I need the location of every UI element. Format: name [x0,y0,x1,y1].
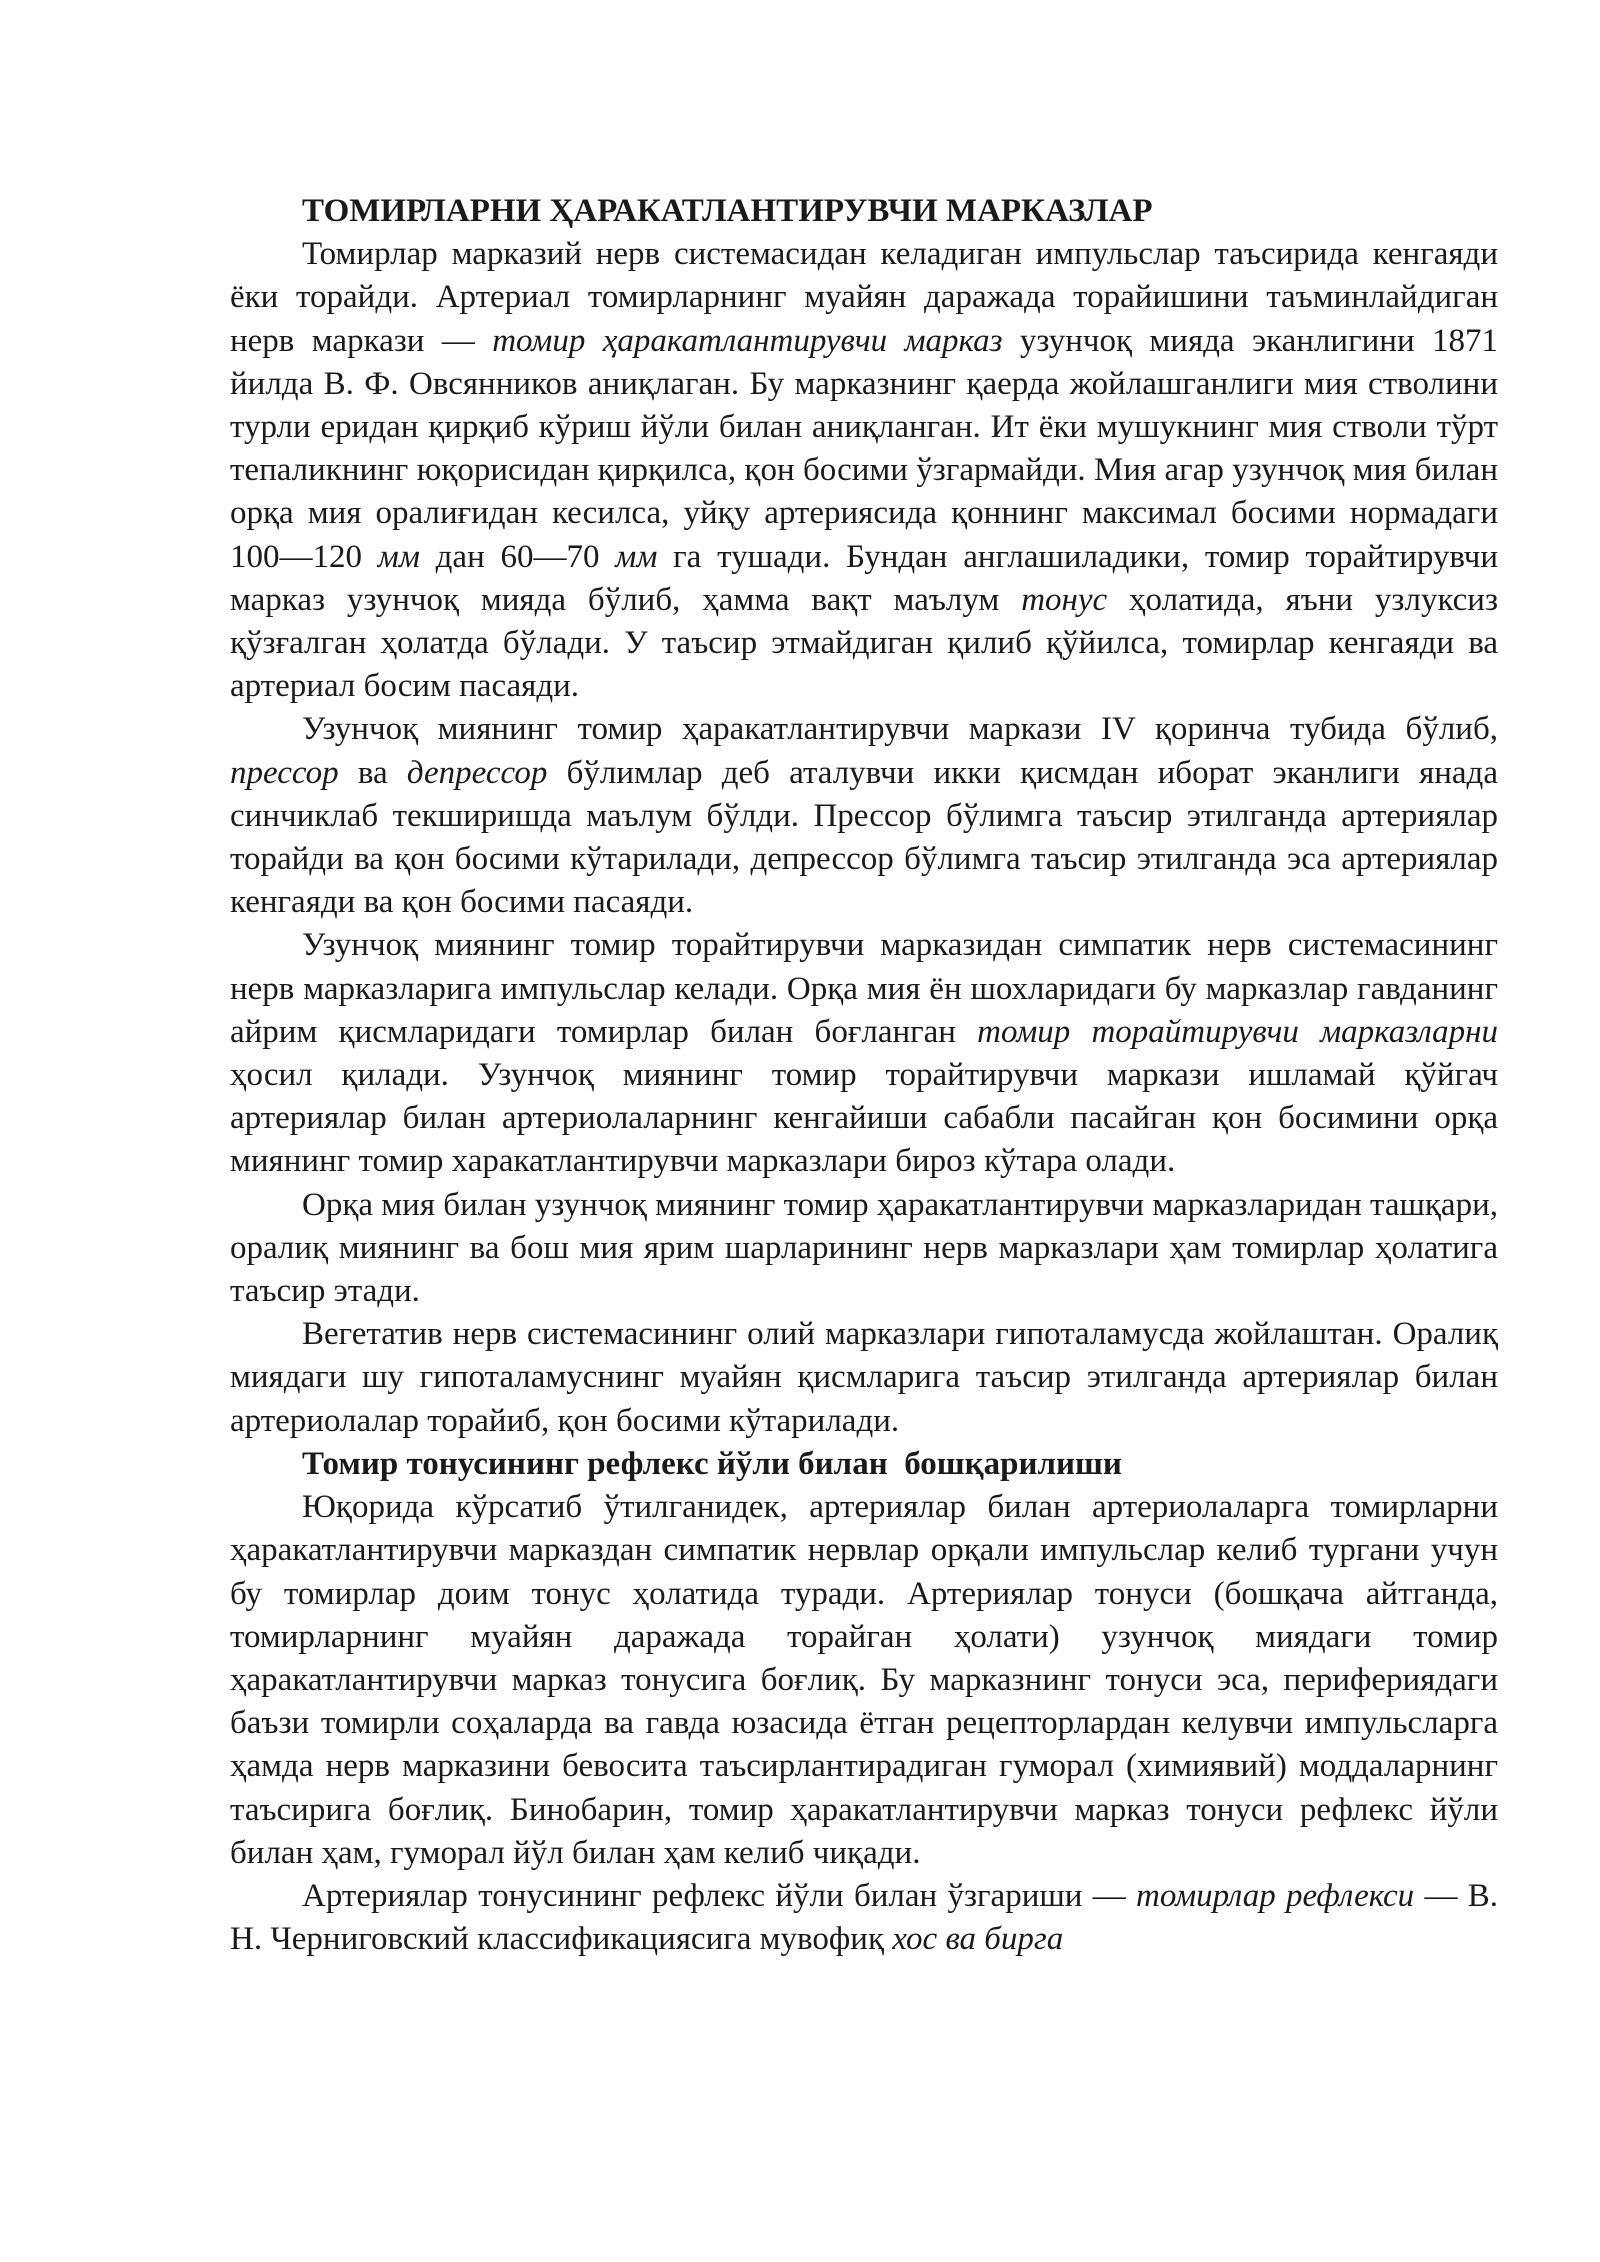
text-run: Узунчоқ миянинг томир ҳаракатлантирувчи маркази IV қоринча тубида бўлиб, [302,711,1498,748]
paragraph [230,1486,1498,1875]
paragraph [230,1313,1498,1443]
italic-term: тонус [1021,581,1108,618]
italic-term: томирлар рефлекси [1136,1877,1415,1914]
section-subheading: Томир тонусининг рефлекс йўли билан бошқарилиши [302,1445,1122,1482]
document-page [230,190,1498,1961]
italic-term: мм [615,538,658,575]
text-run: Орқа мия билан узунчоқ миянинг томир ҳаракатлантирувчи марказларидан ташқари, оралиқ миянинг ва бош мия ярим шарларининг нерв марказлари ҳам томирлар ҳолатига таъсир этади. [230,1186,1498,1310]
text-run: Артериялар тонусининг рефлекс йўли билан ўзгариши — [302,1877,1137,1914]
italic-term: томир торайтирувчи марказларни [977,1013,1498,1050]
paragraph [230,1875,1498,1961]
section-main [230,233,1498,1443]
section-reflex [230,1486,1498,1961]
text-run: Юқорида кўрсатиб ўтилганидек, артериялар билан артериолаларга томирларни ҳаракатлантирувчи марказдан симпатик нервлар орқали импульслар келиб тургани учун бу томирлар доим тонус ҳолатида туради. Артериялар тонуси (бошқача айтганда, томирларнинг муайян даражада торайган ҳолати) узунчоқ миядаги томир ҳаракатлантирувчи марказ тонусига боғлиқ. Бу марказнинг тонуси эса, перифериядаги баъзи томирли соҳаларда ва гавда юзасида ётган рецепторлардан келувчи импульсларга ҳамда нерв марказини бевосита таъсирлантирадиган гуморал (химиявий) моддаларнинг таъсирига боғлиқ. Бинобарин, томир ҳаракатлантирувчи марказ тонуси рефлекс йўли билан ҳам, гуморал йўл билан ҳам келиб чиқади. [230,1489,1498,1871]
text-run: Вегетатив нерв системасининг олий марказлари гипоталамусда жойлаштан. Оралиқ миядаги шу гипоталамуснинг муайян қисмларига таъсир этилганда артериялар билан артериолалар торайиб, қон босими кўтарилади. [230,1316,1498,1439]
italic-term: мм [377,538,420,575]
italic-term: прессор [230,754,339,791]
text-run: узунчоқ мияда эканлигини 1871 йилда В. Ф. Овсянников аниқлаган. Бу марказнинг қаерда жойлашганлиги мия стволини турли еридан қирқиб кўриш йўли билан аниқланган. Ит ёки мушукнинг мия стволи тўрт тепаликнинг юқорисидан қирқилса, қон босими ўзгармайди. Мия агар узунчоқ мия билан орқа мия оралиғидан кесилса, уйқу артериясида қоннинг максимал босими нормадаги 100—120 [230,322,1498,575]
text-run: Узунчоқ миянинг томир торайтирувчи марказидан симпатик нерв системасининг нерв марказларига импульслар келади. Орқа мия ён шохларидаги бу марказлар гавданинг айрим қисмларидаги томирлар билан боғланган [230,927,1498,1050]
italic-term: томир ҳаракатлантирувчи марказ [492,322,1003,359]
text-run: ҳосил қилади. Узунчоқ миянинг томир торайтирувчи маркази ишламай қўйгач артериялар билан артериолаларнинг кенгайиши сабабли пасайган қон босимини орқа миянинг томир харакатлантирувчи марказлари бироз кўтара олади. [230,1057,1498,1180]
text-run: ва [338,754,407,791]
page-title: ТОМИРЛАРНИ ҲАРАКАТЛАНТИРУВЧИ МАРКАЗЛАР [302,193,1153,229]
paragraph [230,924,1498,1183]
italic-term: депрессор [406,754,548,791]
text-run: ҳолатида, яъни узлуксиз қўзғалган ҳолатда бўлади. У таъсир этмайдиган қилиб қўйилса, томирлар кенгаяди ва артериал босим пасаяди. [230,581,1498,705]
text-run: бўлимлар деб аталувчи икки қисмдан иборат эканлиги янада синчиклаб текширишда маълум бўлди. Прессор бўлимга таъсир этилганда артериялар торайди ва қон босими кўтарилади, депрессор бўлимга таъсир этилганда эса артериялар кенгаяди ва қон босими пасаяди. [230,754,1498,921]
text-run: га тушади. Бундан англашиладики, томир торайтирувчи марказ узунчоқ мияда бўлиб, ҳамма вақт маълум [230,538,1499,618]
paragraph [230,1184,1498,1314]
paragraph [230,708,1498,924]
text-run: дан 60—70 [419,538,616,575]
text-run: — В. Н. Черниговский классификациясига мувофиқ [230,1877,1499,1958]
paragraph [230,233,1498,708]
text-run: Томирлар марказий нерв системасидан келадиган импульслар таъсирида кенгаяди ёки торайди. Артериал томирларнинг муайян даражада торайишини таъминлайдиган нерв маркази — [230,236,1498,359]
italic-term: хос ва бирга [892,1921,1064,1958]
